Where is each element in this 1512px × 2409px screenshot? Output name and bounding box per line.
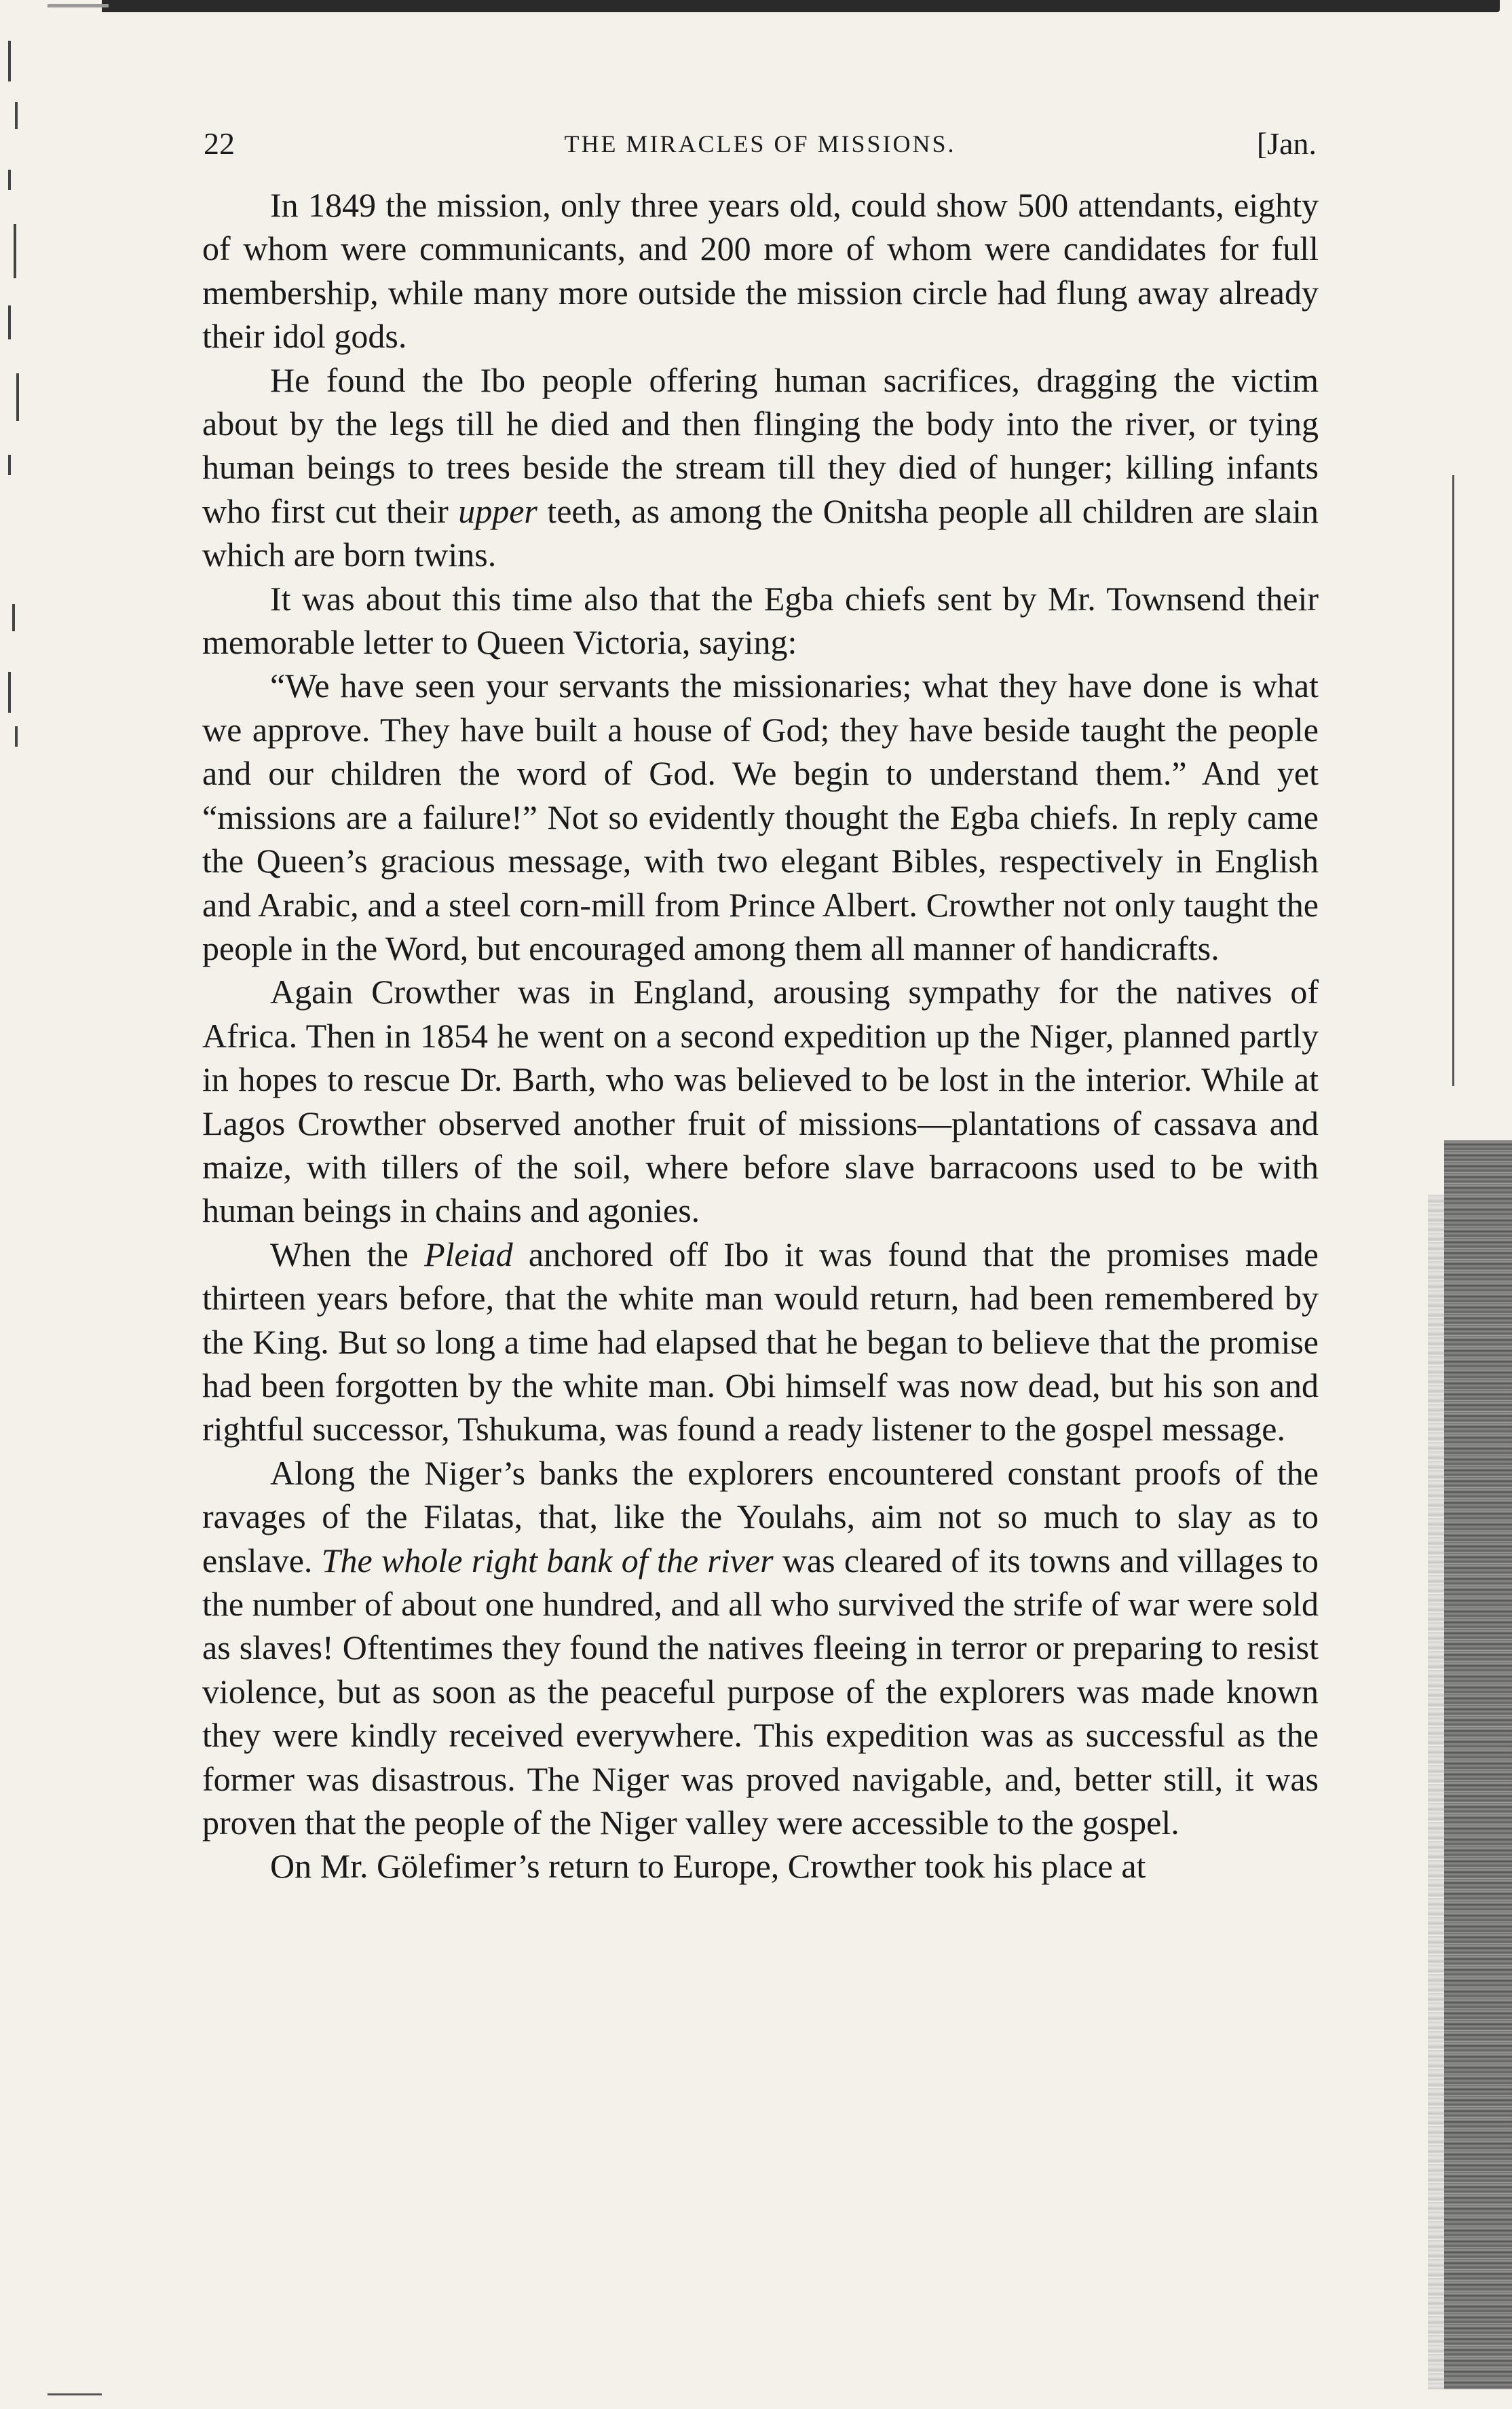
running-title: THE MIRACLES OF MISSIONS. <box>564 130 956 157</box>
header-date: [Jan. <box>1256 126 1317 161</box>
right-edge-shadow <box>1428 1195 1444 2389</box>
italic-phrase: upper <box>458 491 537 530</box>
top-scan-rule <box>102 0 1500 12</box>
paragraph-egba-chiefs: It was about this time also that the Egba chiefs sent by Mr. Townsend their memorable letter to Queen Victoria, saying: <box>202 579 1319 662</box>
page-number: 22 <box>204 126 235 161</box>
paragraph-ibo-people: He found the Ibo people offering human sacrifices, dragging the victim about by the legs till he died and then flinging the body into the river, or tying human beings to trees beside the stream till they died of hunger; killing infants who first cut their upper teeth, as among the Onitsha people all children are slain which are born twins. <box>202 360 1319 574</box>
paragraph-golefimer-return: On Mr. Gölefimer’s return to Europe, Crowther took his place at <box>270 1847 1146 1886</box>
top-scan-mark <box>48 4 109 7</box>
paragraph-niger-banks: Along the Niger’s banks the explorers encountered constant proofs of the ravages of the Filatas, that, like the Youlahs, aim not so much to slay as to enslave. The whole right bank of the river was cleared of its towns and villages to the number of about one hundred, and all who survived the strife of war were sold as slaves! Oftentimes they found the natives fleeing in terror or preparing to resist violence, but as soon as the peaceful purpose of the explorers was made known they were kindly received everywhere. This expedition was as successful as the former was disastrous. The Niger was proved navigable, and, better still, it was proven that the people of the Niger valley were accessible to the gospel. <box>202 1453 1319 1842</box>
right-scan-line <box>1452 475 1454 1086</box>
article-body <box>202 183 1319 1888</box>
left-margin-scan-marks <box>0 20 37 767</box>
paragraph-1849-mission: In 1849 the mission, only three years old, could show 500 attendants, eighty of whom were communicants, and 200 more of whom were candidates for full membership, while many more outside the mission circle had flung away already their idol gods. <box>202 186 1319 356</box>
italic-phrase: The whole right bank of the river <box>321 1541 774 1580</box>
page-header <box>204 126 1317 166</box>
right-edge-book-spine <box>1444 1140 1512 2389</box>
bottom-scan-mark <box>48 2393 102 2395</box>
paragraph-crowther-england: Again Crowther was in England, arousing sympathy for the natives of Africa. Then in 1854 he went on a second expedition up the Niger, planned partly in hopes to rescue Dr. Barth, who was believed to be lost in the interior. While at Lagos Crowther observed another fruit of missions—plantations of cassava and maize, with tillers of the soil, where before slave barracoons used to be with human beings in chains and agonies. <box>202 973 1319 1230</box>
italic-phrase: Pleiad <box>424 1235 513 1273</box>
paragraph-egba-letter: “We have seen your servants the missionaries; what they have done is what we approve. They have built a house of God; they have beside taught the people and our children the word of God. We begin to understand them.” And yet “missions are a failure!” Not so evidently thought the Egba chiefs. In reply came the Queen’s gracious message, with two elegant Bibles, respectively in English and Arabic, and a steel corn-mill from Prince Albert. Crowther not only taught the people in the Word, but encouraged among them all manner of handicrafts. <box>202 667 1319 967</box>
paragraph-pleiad-ibo: When the Pleiad anchored off Ibo it was found that the promises made thirteen years before, that the white man would return, had been remembered by the King. But so long a time had elapsed that he began to believe that the promise had been forgotten by the white man. Obi himself was now dead, but his son and rightful successor, Tshukuma, was found a ready listener to the gospel message. <box>202 1235 1319 1449</box>
